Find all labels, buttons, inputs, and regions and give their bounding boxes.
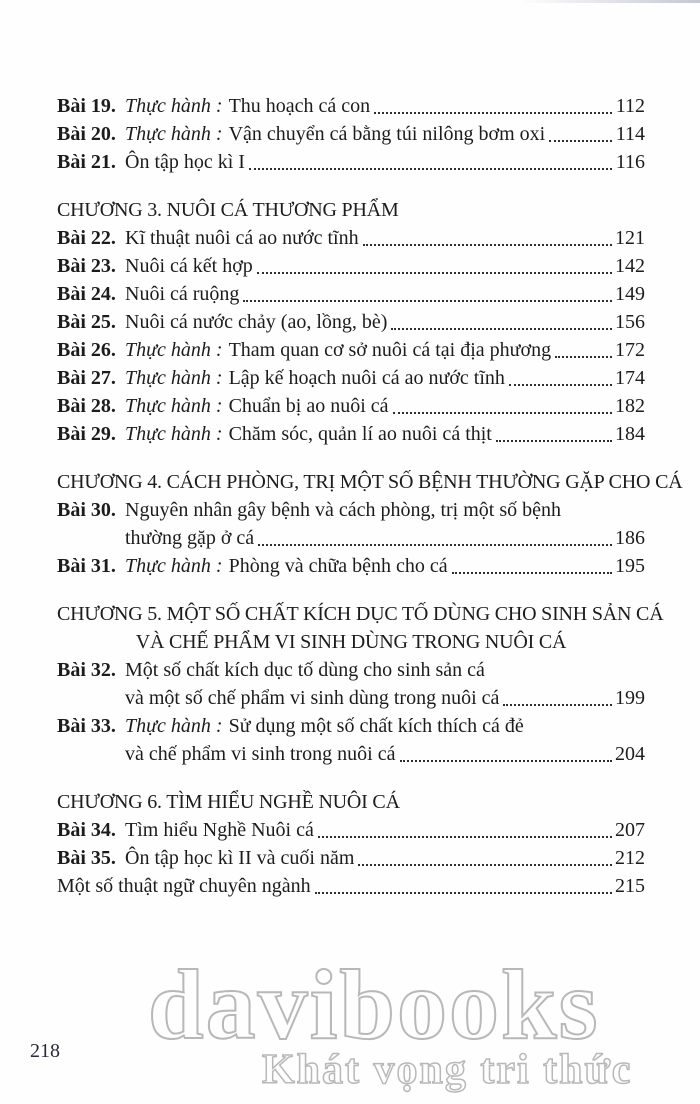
lesson-number: Bài 31. [57,555,116,577]
dot-leader [243,300,612,302]
lesson-number: Bài 20. [57,123,116,145]
toc-entry [57,120,645,148]
toc-entry-continuation [57,524,645,552]
dot-leader [318,836,612,838]
toc-entry-continuation [57,740,645,768]
lesson-title-continued: và một số chế phẩm vi sinh dùng trong nuôi cá [125,687,500,709]
toc-entry [57,420,645,448]
folio-page-number: 218 [30,1040,60,1062]
dot-leader [363,244,612,246]
lesson-number: Bài 22. [57,227,116,249]
dot-leader [391,328,612,330]
dot-leader [258,544,612,546]
lesson-title: Kĩ thuật nuôi cá ao nước tĩnh [125,227,359,249]
toc-entry [57,656,645,684]
lesson-number: Bài 28. [57,395,116,417]
toc-entry [57,224,645,252]
chapter-heading: CHƯƠNG 4. CÁCH PHÒNG, TRỊ MỘT SỐ BỆNH THƯỜNG GẶP CHO CÁ [57,471,683,493]
dot-leader [249,168,612,170]
lesson-number: Bài 19. [57,95,116,117]
dot-leader [257,272,612,274]
page-number: 174 [615,367,645,389]
toc-entry [57,872,645,900]
page-number: 195 [615,555,645,577]
watermark-brand: davibooks [148,949,600,1060]
chapter-heading: CHƯƠNG 3. NUÔI CÁ THƯƠNG PHẨM [57,199,399,221]
lesson-title: Thực hành : Thu hoạch cá con [125,95,371,117]
page-number: 112 [615,95,645,117]
toc-entry [57,364,645,392]
lesson-title: Nuôi cá ruộng [125,283,240,305]
lesson-title: Nguyên nhân gây bệnh và cách phòng, trị một số bệnh [125,499,562,521]
chapter-heading: CHƯƠNG 5. MỘT SỐ CHẤT KÍCH DỤC TỐ DÙNG CHO SINH SẢN CÁ [57,603,664,625]
lesson-number: Bài 34. [57,819,116,841]
lesson-number: Bài 30. [57,499,116,521]
toc-entry [57,712,645,740]
toc-entry [57,336,645,364]
page-number: 207 [615,819,645,841]
page-number: 116 [615,151,645,173]
lesson-number: Bài 25. [57,311,116,333]
lesson-title: Nuôi cá nước chảy (ao, lồng, bè) [125,311,388,333]
watermark-slogan: Khát vọng tri thức [262,1047,633,1093]
page-number: 172 [615,339,645,361]
scan-artifact [520,0,700,3]
dot-leader [374,112,612,114]
glossary-title: Một số thuật ngữ chuyên ngành [57,875,311,897]
page-number: 199 [615,687,645,709]
lesson-number: Bài 24. [57,283,116,305]
dot-leader [358,864,612,866]
page-number: 212 [615,847,645,869]
toc-entry-continuation [57,684,645,712]
lesson-title: Nuôi cá kết hợp [125,255,253,277]
lesson-title: Thực hành : Chuẩn bị ao nuôi cá [125,395,389,417]
lesson-number: Bài 27. [57,367,116,389]
toc-entry [57,148,645,176]
lesson-title: Ôn tập học kì I [125,151,245,173]
toc-entry [57,92,645,120]
toc-entry [57,392,645,420]
lesson-title: Thực hành : Phòng và chữa bệnh cho cá [125,555,448,577]
lesson-number: Bài 29. [57,423,116,445]
page-number: 114 [615,123,645,145]
lesson-title-continued: và chế phẩm vi sinh trong nuôi cá [125,743,396,765]
dot-leader [496,440,612,442]
lesson-number: Bài 35. [57,847,116,869]
toc-entry [57,496,645,524]
lesson-title: Ôn tập học kì II và cuối năm [125,847,355,869]
lesson-title: Thực hành : Tham quan cơ sở nuôi cá tại địa phương [125,339,552,361]
dot-leader [393,412,612,414]
lesson-title: Thực hành : Sử dụng một số chất kích thích cá đẻ [125,715,524,737]
lesson-number: Bài 21. [57,151,116,173]
page-number: 142 [615,255,645,277]
toc-entry [57,844,645,872]
page-number: 204 [615,743,645,765]
lesson-number: Bài 33. [57,715,116,737]
page-number: 184 [615,423,645,445]
toc-entry [57,308,645,336]
toc-entry [57,252,645,280]
dot-leader [509,384,612,386]
page-number: 149 [615,283,645,305]
page-number: 182 [615,395,645,417]
lesson-title-continued: thường gặp ở cá [125,527,255,549]
page-number: 186 [615,527,645,549]
dot-leader [452,572,612,574]
dot-leader [555,356,612,358]
lesson-title: Thực hành : Vận chuyển cá bằng túi nilông bơm oxi [125,123,546,145]
lesson-number: Bài 32. [57,659,116,681]
dot-leader [549,140,612,142]
dot-leader [400,760,613,762]
lesson-title: Thực hành : Lập kế hoạch nuôi cá ao nước tĩnh [125,367,505,389]
lesson-title: Một số chất kích dục tố dùng cho sinh sản cá [125,659,485,681]
lesson-title: Tìm hiểu Nghề Nuôi cá [125,819,314,841]
table-of-contents [57,92,683,900]
chapter-heading-line2: VÀ CHẾ PHẨM VI SINH DÙNG TRONG NUÔI CÁ [135,631,567,653]
toc-entry [57,816,645,844]
lesson-title: Thực hành : Chăm sóc, quản lí ao nuôi cá thịt [125,423,492,445]
chapter-heading: CHƯƠNG 6. TÌM HIỂU NGHỀ NUÔI CÁ [57,791,400,813]
dot-leader [315,892,612,894]
lesson-number: Bài 23. [57,255,116,277]
toc-entry [57,280,645,308]
page-number: 121 [615,227,645,249]
dot-leader [503,704,612,706]
page-number: 215 [615,875,645,897]
page-number: 156 [615,311,645,333]
toc-entry [57,552,645,580]
lesson-number: Bài 26. [57,339,116,361]
